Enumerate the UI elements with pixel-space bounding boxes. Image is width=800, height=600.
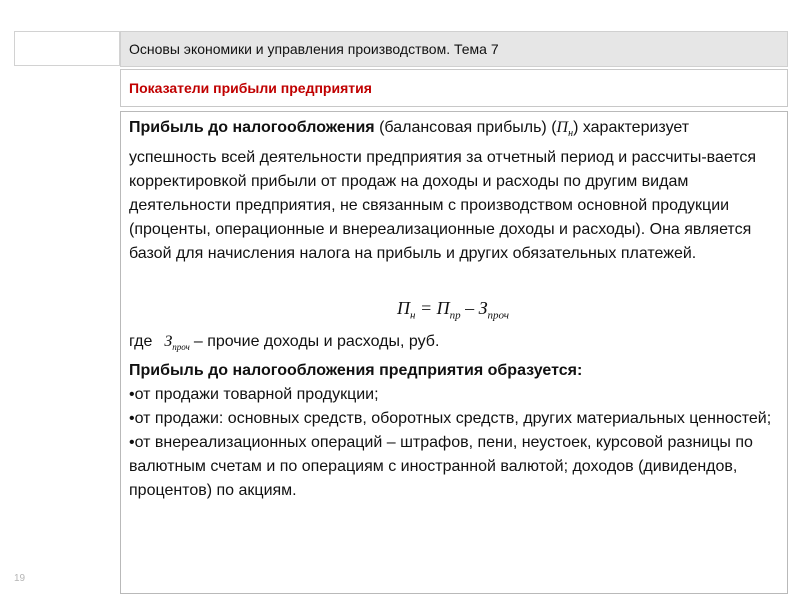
intro-paragraph	[129, 116, 777, 266]
content-box	[120, 111, 788, 594]
list-item: •от внереализационных операций – штрафов, пени, неустоек, курсовой разницы по валютным счетам и по операциям с иностранной валютой; доходов (дивидендов, процентов) по акциям.	[129, 434, 753, 500]
formula-term1: П	[436, 298, 450, 319]
profit-formula	[129, 290, 777, 330]
formula-lhs-sub: н	[409, 309, 416, 322]
where-symbol-main: З	[164, 333, 173, 351]
header-title: Основы экономики и управления производством. Тема 7	[129, 41, 499, 57]
list-item: •от продажи: основных средств, оборотных средств, других материальных ценностей;	[129, 410, 772, 428]
intro-rest: ) характеризует успешность всей деятельности предприятия за отчетный период и рассчиты-вается корректировкой прибыли от продаж на доходы и расходы по другим видам деятельности предприятия, не связанным с производством основной продукции (проценты, операционные и внереализационные доходы и расходы). Она является базой для начисления налога на прибыль и других обязательных платежей.	[129, 119, 757, 263]
slide-subtitle	[120, 69, 788, 107]
header-left-cell	[14, 31, 120, 66]
list-item: •от продажи товарной продукции;	[129, 386, 379, 404]
formula-lhs: П	[396, 298, 410, 319]
where-label: где	[129, 333, 153, 351]
formula-term2: З	[478, 298, 488, 319]
intro-symbol-main: П	[556, 119, 569, 136]
where-line	[129, 330, 777, 359]
subtitle-text: Показатели прибыли предприятия	[129, 80, 372, 96]
intro-symbol-sub: н	[568, 128, 574, 140]
formula-minus: –	[460, 298, 479, 319]
sources-title: Прибыль до налогообложения предприятия образуется:	[129, 362, 583, 380]
intro-term: Прибыль до налогообложения	[129, 119, 375, 136]
formula-term2-sub: проч	[487, 309, 509, 322]
where-symbol	[164, 333, 190, 353]
intro-symbol	[556, 119, 574, 140]
slide-number: 19	[14, 573, 26, 584]
where-symbol-sub: проч	[172, 342, 190, 353]
header-bar	[120, 31, 788, 67]
formula-equals: =	[415, 298, 437, 319]
intro-paren: (балансовая прибыль) (	[374, 119, 557, 136]
formula-term1-sub: пр	[449, 309, 461, 322]
where-text: – прочие доходы и расходы, руб.	[193, 333, 440, 351]
